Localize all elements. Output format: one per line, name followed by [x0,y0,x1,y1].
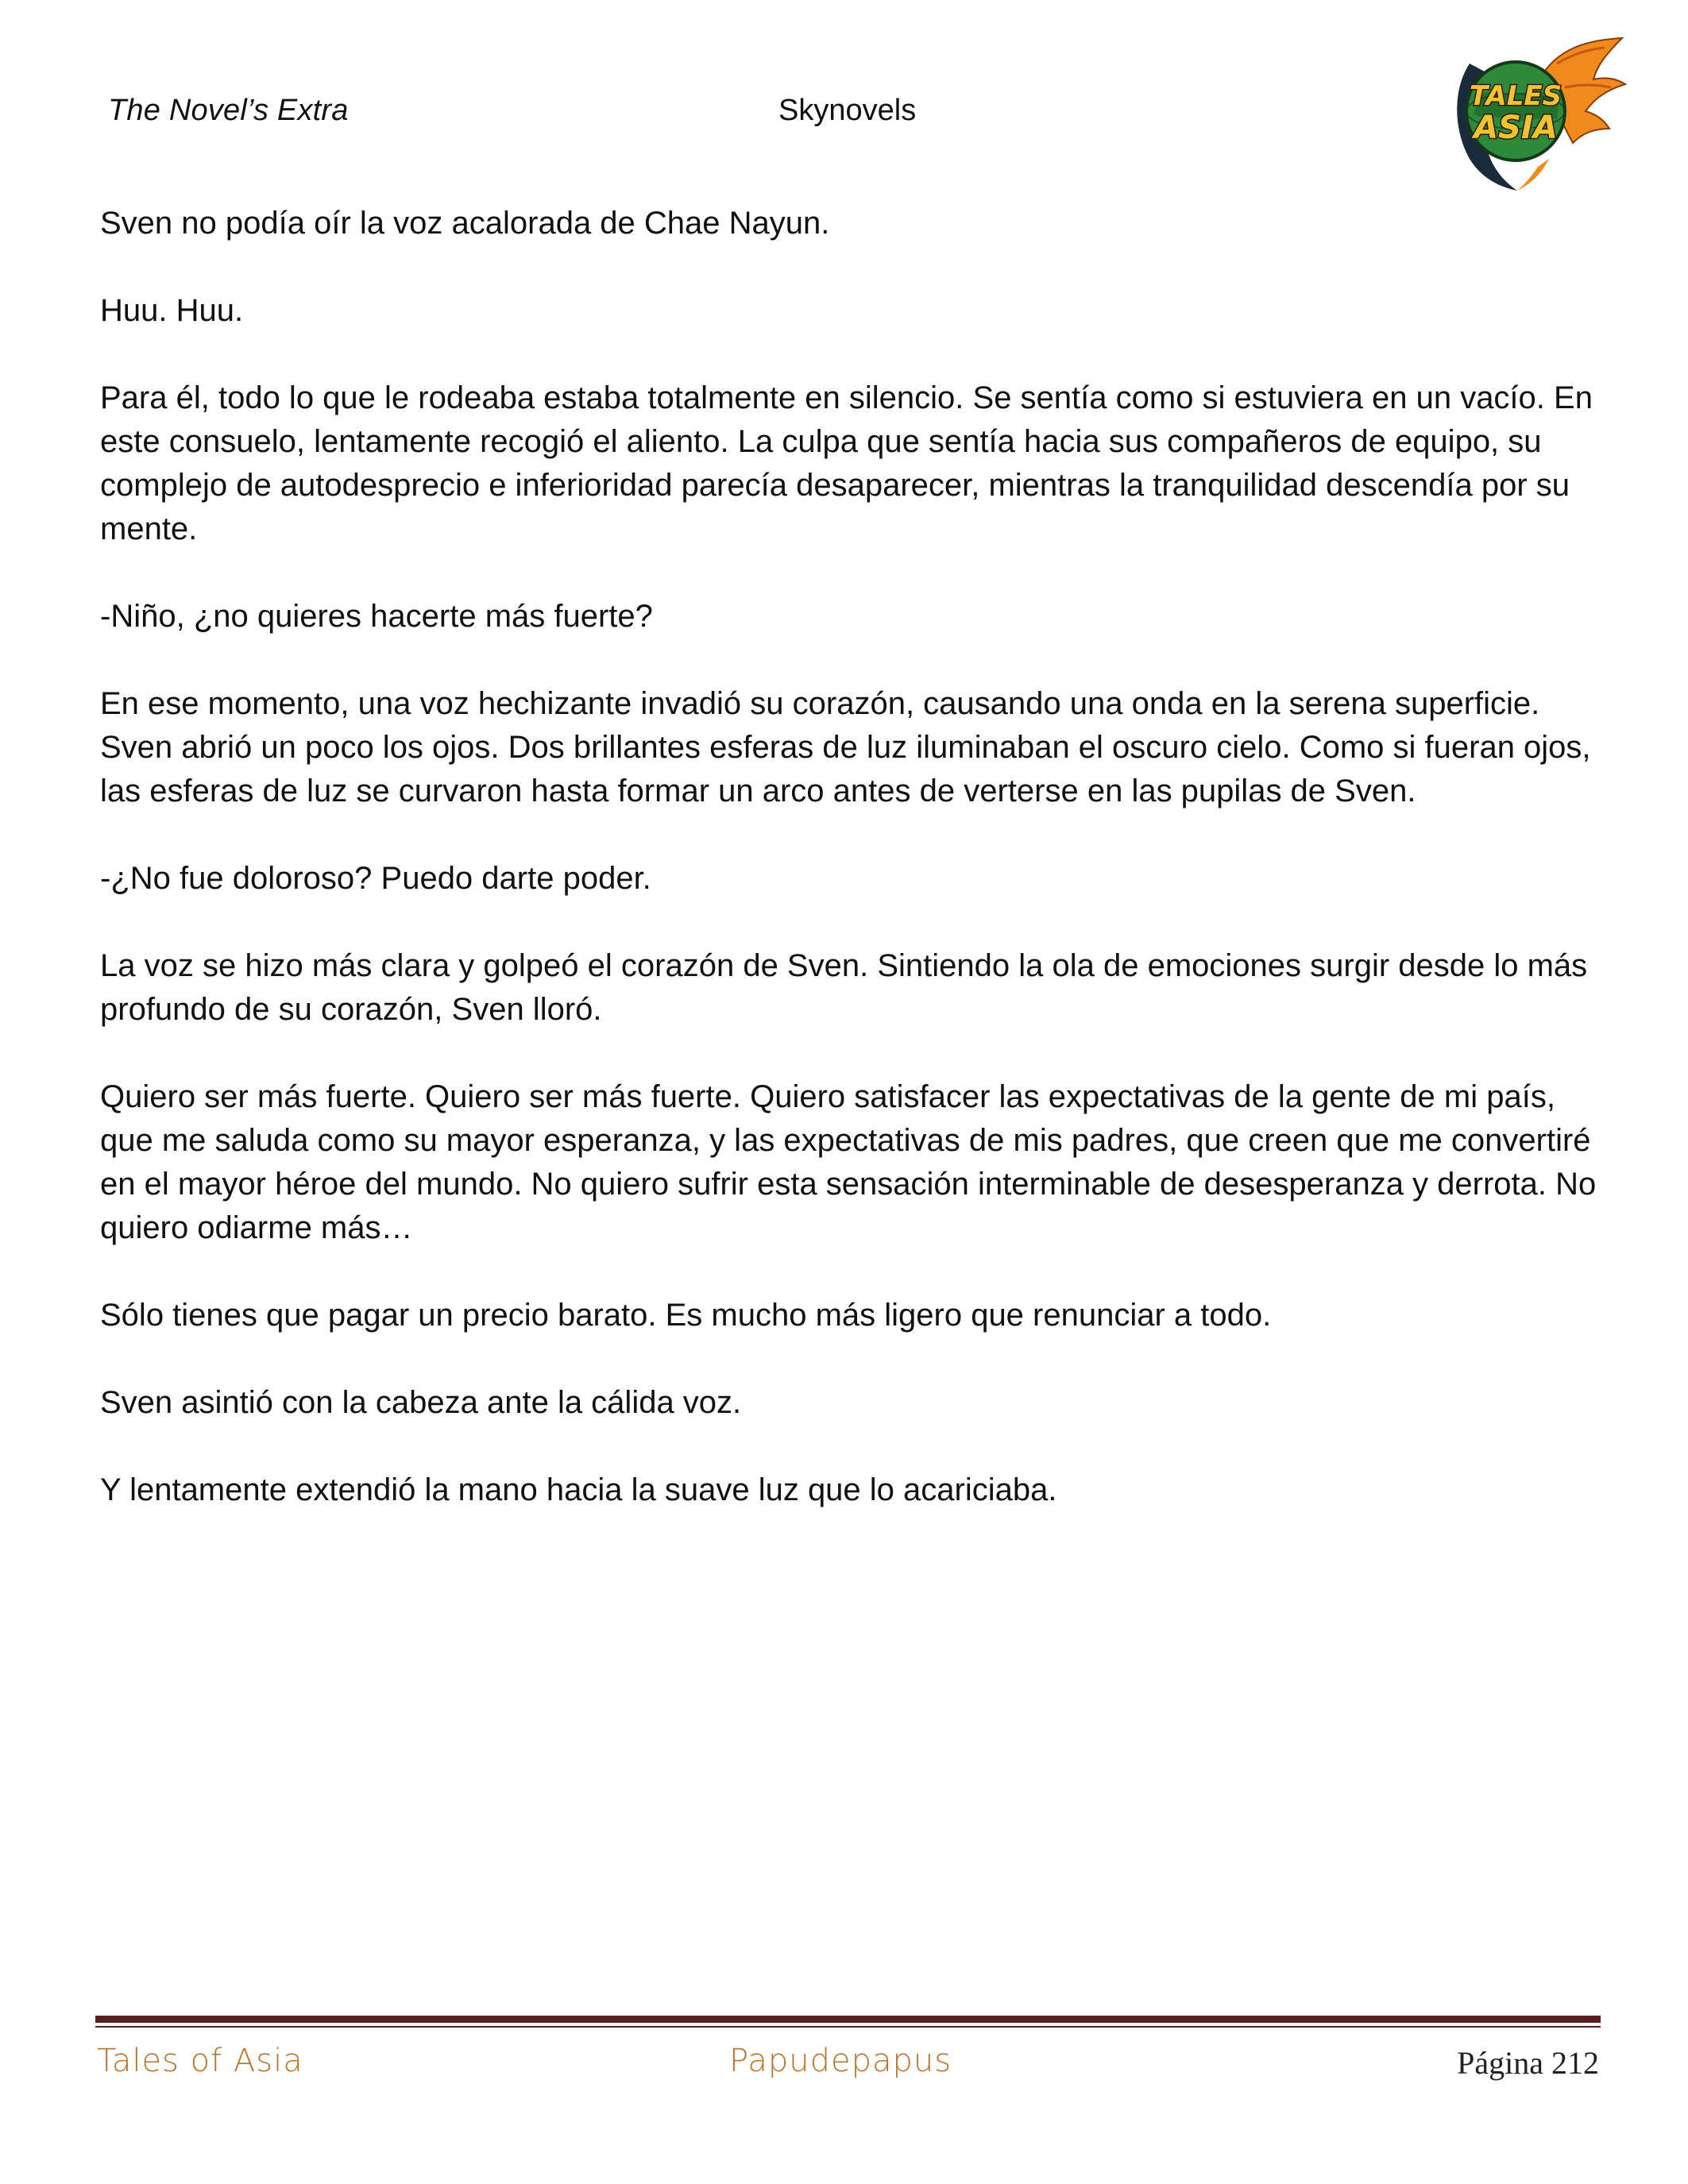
paragraph: Sven asintió con la cabeza ante la cálida voz. [100,1385,742,1420]
paragraph: -¿No fue doloroso? Puedo darte poder. [100,861,651,896]
page-number: Página 212 [1457,2045,1599,2081]
paragraph: Huu. Huu. [100,293,244,328]
footer-rule-thin [95,2026,1601,2028]
header-novel-title: The Novel’s Extra [108,94,349,127]
footer-publisher: Tales of Asia [97,2043,303,2079]
paragraph: Quiero ser más fuerte. Quiero ser más fuerte. Quiero satisfacer las expectativas de la gente de mi país, que me saluda como su mayor esperanza, y las expectativas de mis padres, que creen que me convertiré en el mayor héroe del mundo. No quiero sufrir esta sensación interminable de desesperanza y derrota. No quiero odiarme más… [100,1079,1597,1245]
paragraph: Y lentamente extendió la mano hacia la suave luz que lo acariciaba. [100,1472,1057,1507]
footer-rule [95,2016,1601,2023]
logo-line1: TALES [1469,80,1562,112]
paragraph: Sólo tienes que pagar un precio barato. Es mucho más ligero que renunciar a todo. [100,1298,1272,1333]
tales-of-asia-logo-icon [1438,32,1628,199]
header-site-name: Skynovels [778,94,917,127]
paragraph: -Niño, ¿no quieres hacerte más fuerte? [100,599,653,634]
paragraph: En ese momento, una voz hechizante invadió su corazón, causando una onda en la serena superficie. Sven abrió un poco los ojos. Dos brillantes esferas de luz iluminaban el oscuro cielo. Como si fueran ojos, las esferas de luz se curvaron hasta formar un arco antes de verterse en las pupilas de Sven. [100,686,1591,808]
paragraph: Sven no podía oír la voz acalorada de Chae Nayun. [100,206,830,241]
paragraph: La voz se hizo más clara y golpeó el corazón de Sven. Sintiendo la ola de emociones surgir desde lo más profundo de su corazón, Sven lloró. [100,948,1588,1027]
chapter-body [100,202,1601,1556]
paragraph: Para él, todo lo que le rodeaba estaba totalmente en silencio. Se sentía como si estuviera en un vacío. En este consuelo, lentamente recogió el aliento. La culpa que sentía hacia sus compañeros de equipo, su complejo de autodesprecio e inferioridad parecía desaparecer, mientras la tranquilidad descendía por su mente. [100,380,1593,546]
footer-translator: Papudepapus [729,2043,952,2079]
logo-line2: ASIA [1474,110,1558,146]
